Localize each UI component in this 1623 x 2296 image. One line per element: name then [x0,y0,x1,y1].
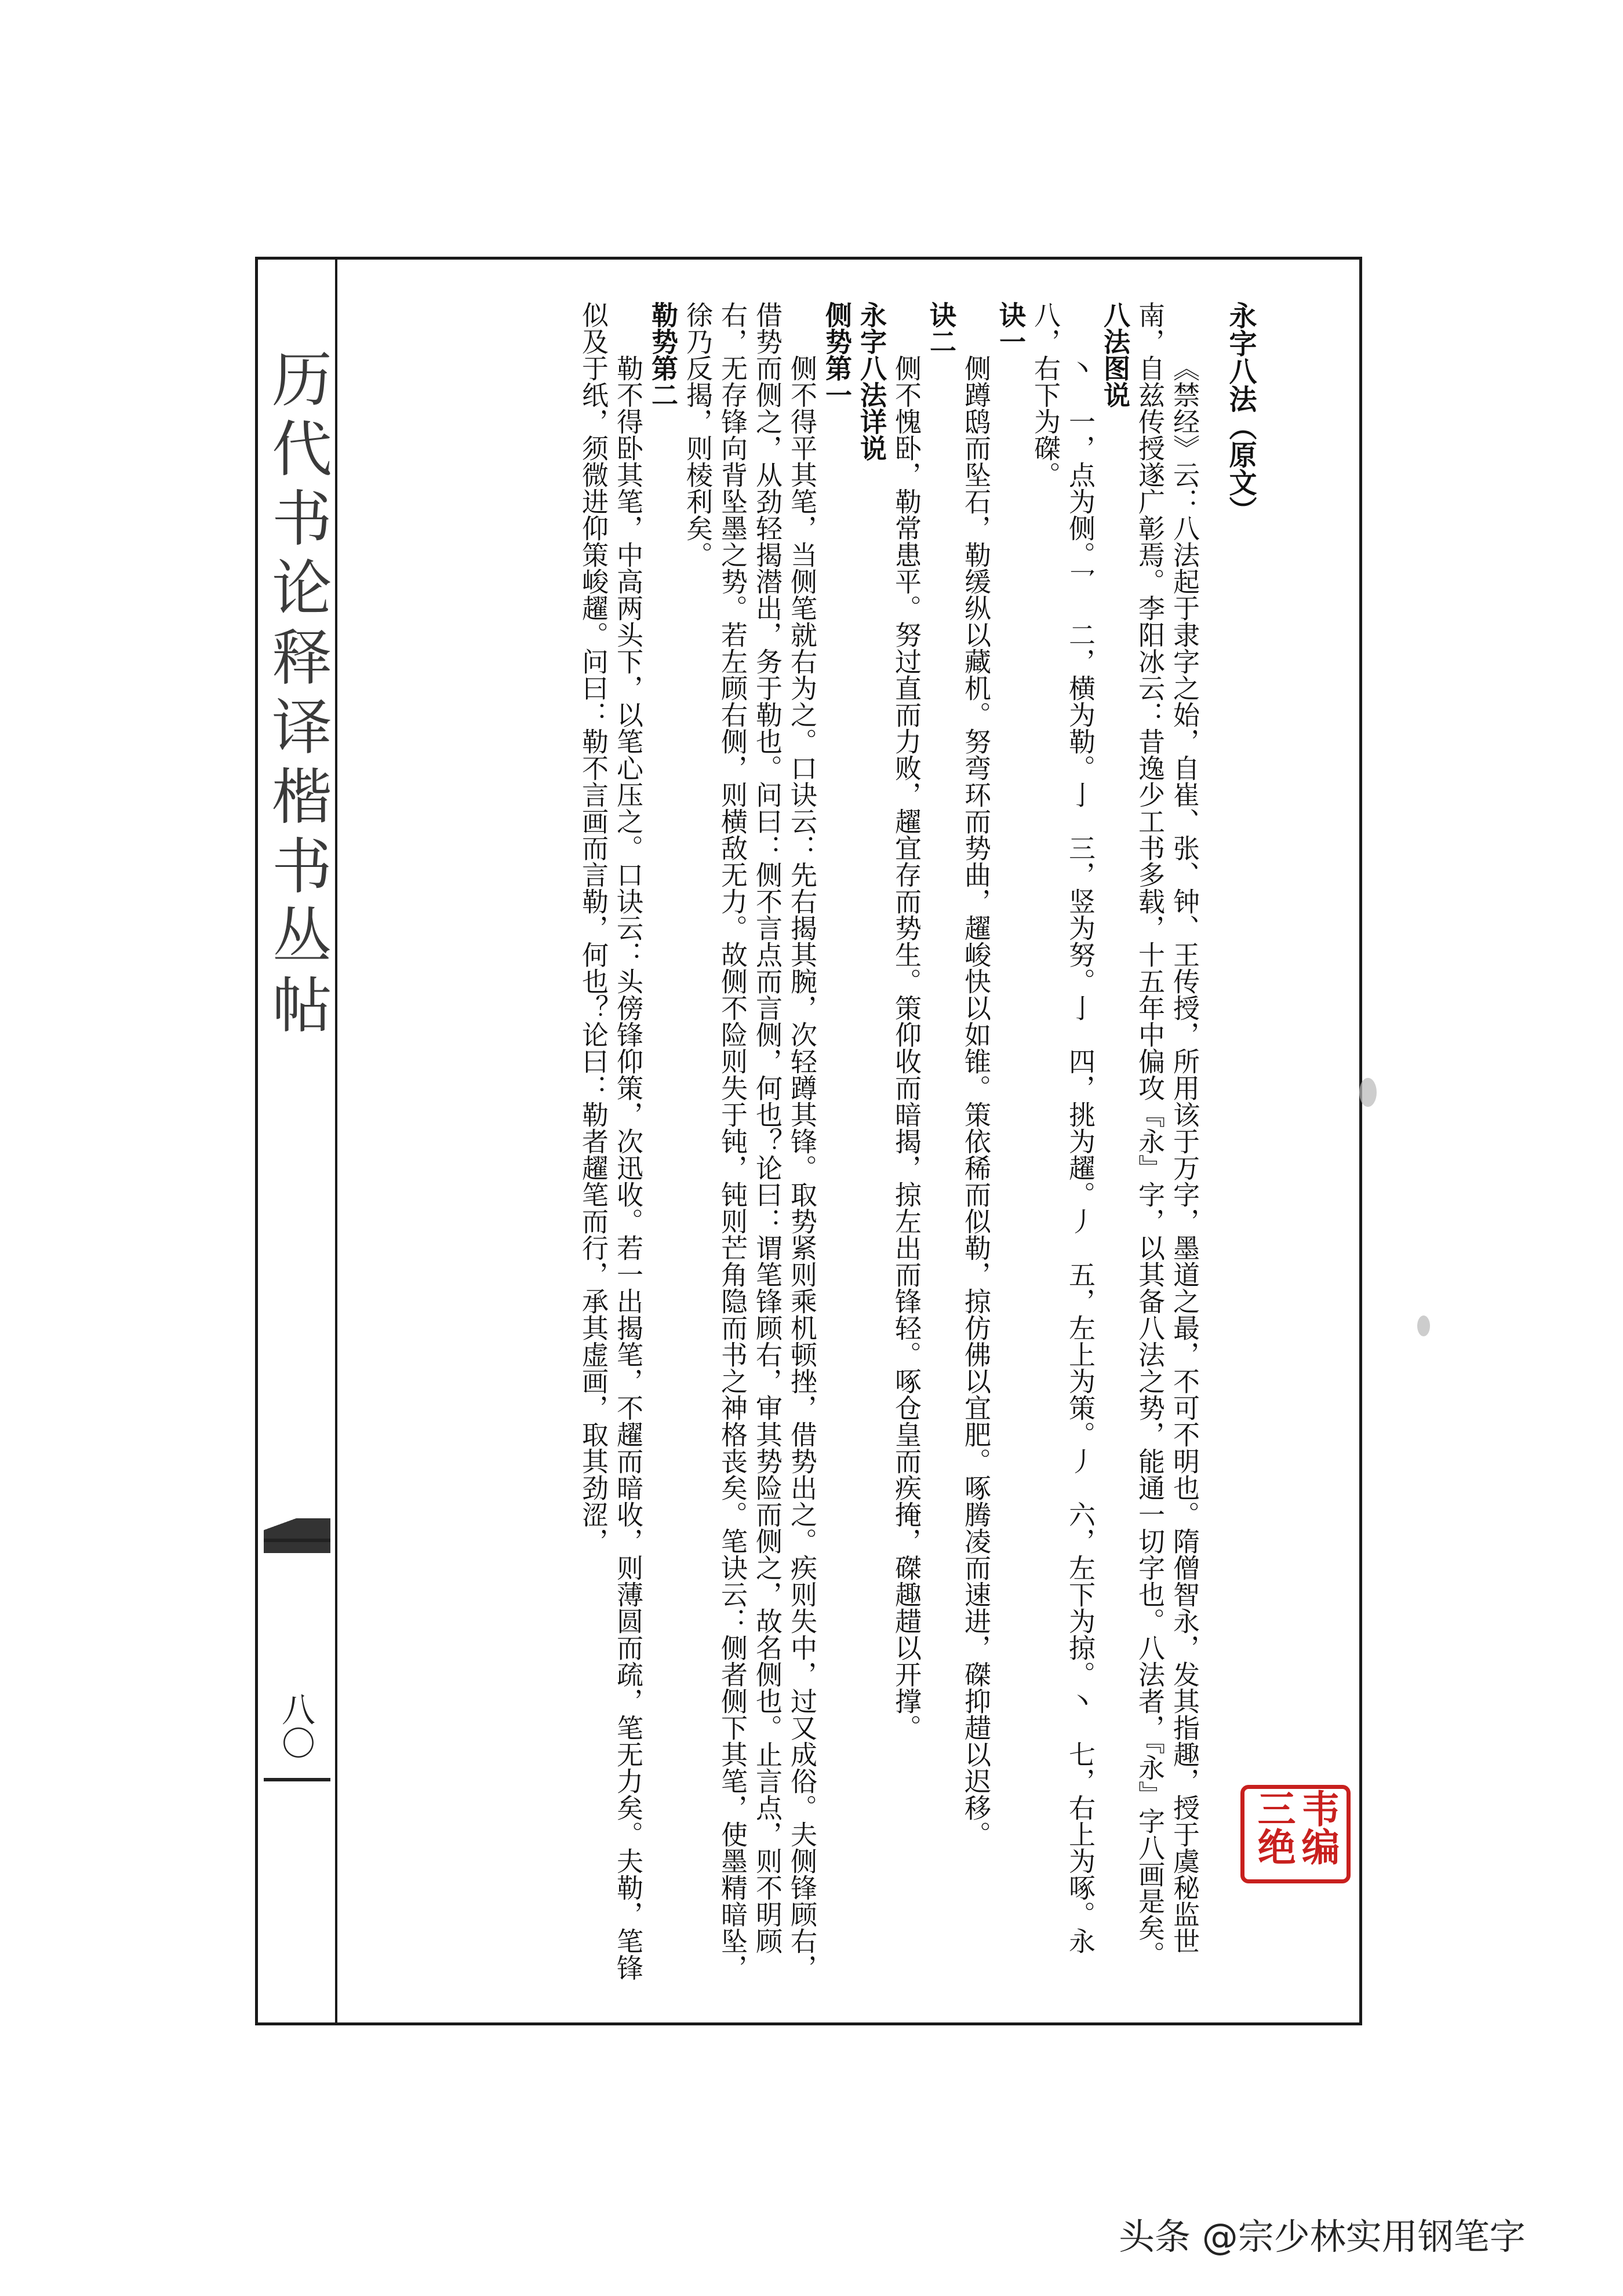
paragraph-jue2: 侧不愧卧，勒常患平。努过直而力败，趯宜存而势生。策仰收而暗揭，掠左出而锋轻。啄仓皇而疾掩，磔趣趞以开撑。 [891,355,922,1741]
series-title: 历代书论释译楷书丛帖 [263,348,329,1043]
section-heading-jue2: 诀二 [926,301,957,355]
scan-smudge [1417,1315,1430,1336]
main-text [371,301,1258,1993]
sidebar-rule-bottom [264,1778,330,1781]
paragraph-jue1: 侧蹲鸱而坠石，勒缓纵以藏机。努弯环而势曲，趯峻快以如锥。策依稀而似勒，掠仿佛以宜肥。啄腾凌而速进，磔抑趞以迟移。 [960,355,992,1847]
page-number: 八〇 [276,1692,315,1759]
sidebar-decoration [264,1518,330,1553]
section-heading-detail: 永字八法详说 [856,301,887,461]
section-heading-jue1: 诀一 [995,301,1027,355]
section-heading-diagram: 八法图说 [1100,301,1131,408]
paragraph-ce: 侧不得平其笔，当侧笔就右为之。口诀云：先右揭其腕，次轻蹲其锋。取势紧则乘机顿挫，借势出之。疾则失中，过又成俗。夫侧锋顾右，借势而侧之，从劲轻揭潜出，务于勒也。问曰：侧不言点而言侧，何也？论曰：谓笔锋顾右，审其势险而侧之，故名侧也。止言点，则不明顾右，无存锋向背坠墨之势。若左顾右侧，则横敌无力。故侧不险则失于钝，钝则芒角隐而书之神格丧矣。笔诀云：侧者侧下其笔，使墨精暗坠，徐乃反揭，则棱利矣。 [682,301,818,1981]
paragraph-intro: 《禁经》云：八法起于隶字之始，自崔、张、钟、王传授，所用该于万字，墨道之最，不可不明也。隋僧智永，发其指趣，授于虞秘监世南，自兹传授遂广彰焉。李阳冰云：昔逸少工书多载，十五年中偏攻『永』字，以其备八法之势，能通一切字也。八法者，『永』字八画是矣。 [1134,301,1200,1967]
scan-smudge [1359,1078,1377,1107]
red-seal-stamp: 韦编三绝 [1240,1785,1351,1883]
sidebar-rule-top [264,1539,330,1542]
paragraph-eight-strokes: 丶 一，点为侧。乛 二，横为勒。亅 三，竖为努。亅 四，挑为趯。丿 五，左上为策。丿 六，左下为掠。丶 七，右上为啄。永 八，右下为磔。 [1030,301,1096,1981]
section-heading-le: 勒势第二 [647,301,679,408]
chapter-title: 永字八法（原文） [1224,301,1257,524]
section-heading-ce: 侧势第一 [821,301,853,408]
watermark: 头条 @宗少林实用钢笔字 [1119,2215,1526,2258]
paragraph-le: 勒不得卧其笔，中高两头下，以笔心压之。口诀云：头傍锋仰策，次迅收。若一出揭笔，不趯而暗收，则薄圆而疏，笔无力矣。夫勒，笔锋似及于纸，须微进仰策峻趯。问曰：勒不言画而言勒，何也？论曰：勒者趯笔而行，承其虚画，取其劲涩， [578,301,644,1981]
